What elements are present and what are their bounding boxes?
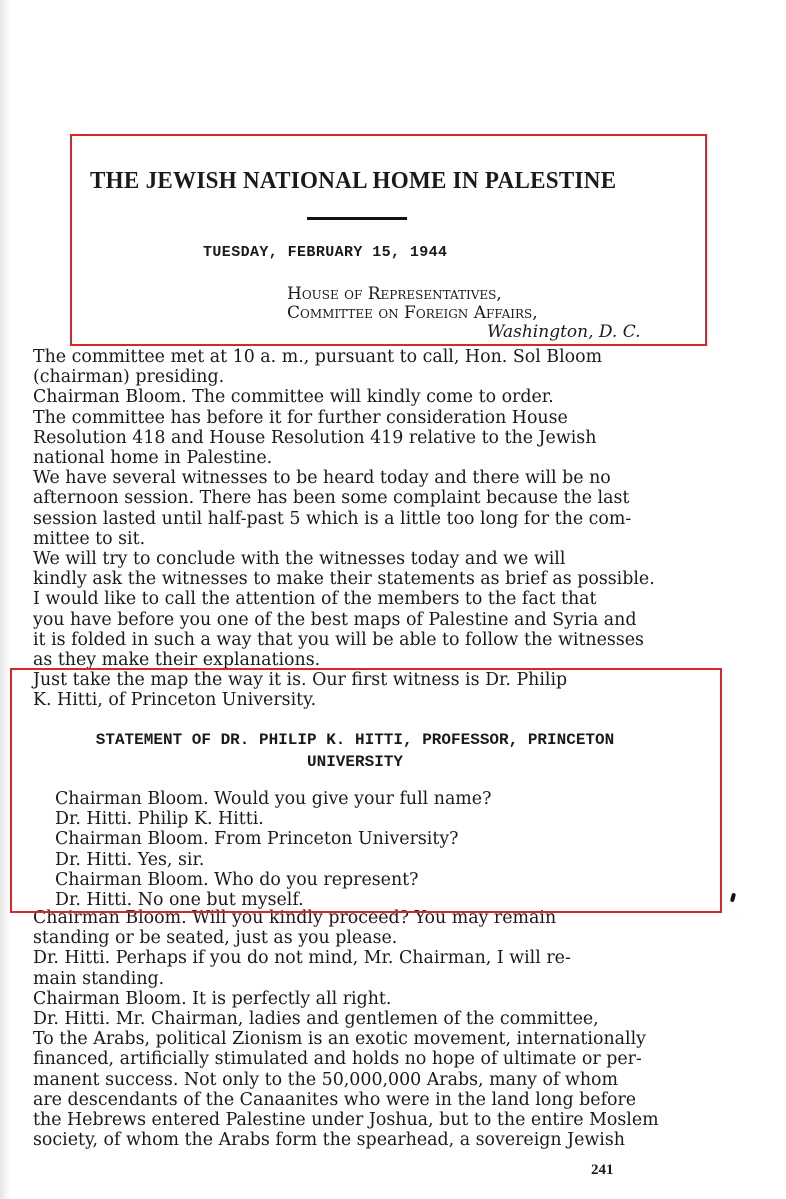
witness-dialogue: Chairman Bloom. Would you give your full name? Dr. Hitti. Philip K. Hitti. Chairman Bloom. From Princeton University? Dr. Hitti. Yes, sir. Chairman Bloom. Who do you represent? Dr. Hitti. No one but myself. (55, 789, 492, 911)
highlight-box-header (70, 134, 707, 346)
testimony-text: Chairman Bloom. Will you kindly proceed? You may remain standing or be seated, just as you please. Dr. Hitti. Perhaps if you do not mind, Mr. Chairman, I will re- main standing. Chairman Bloom. It is perfectly all right. Dr. Hitti. Mr. Chairman, ladies and gentlemen of the committee, To the Arabs, political Zionism is an exotic movement, internationally financed, artificially stimulated and holds no hope of ultimate or per- manent success. Not only to the 50,000,000 Arabs, many of whom are descendants of the Canaanites who were in the land long before the Hebrews entered Palestine under Joshua, but to the entire Moslem society, of whom the Arabs form the spearhead, a sovereign Jewish (33, 908, 659, 1151)
document-title: THE JEWISH NATIONAL HOME IN PALESTINE (90, 168, 617, 194)
ink-speck (730, 893, 736, 903)
opening-proceedings-text: The committee met at 10 a. m., pursuant to call, Hon. Sol Bloom (chairman) presiding. Chairman Bloom. The committee will kindly come to order. The committee has before it for further consideration House Resolution 418 and House Resolution 419 relative to the Jewish national home in Palestine. We have several witnesses to be heard today and there will be no afternoon session. There has been some complaint because the last session lasted until half-past 5 which is a little too long for the com- mittee to sit. We will try to conclude with the witnesses today and we will kindly ask the witnesses to make their statements as brief as possible. I would like to call the attention of the members to the fact that you have before you one of the best maps of Palestine and Syria and it is folded in such a way that you will be able to follow the witnesses as they make their explanations. Just take the map the way it is. Our first witness is Dr. Philip K. Hitti, of Princeton University. (33, 347, 655, 711)
venue-line-house: House of Representatives, (287, 284, 502, 304)
page-number: 241 (591, 1162, 614, 1178)
page-left-edge (0, 0, 10, 1199)
hearing-date: TUESDAY, FEBRUARY 15, 1944 (203, 244, 448, 261)
highlight-box-statement (10, 668, 722, 913)
statement-heading: STATEMENT OF DR. PHILIP K. HITTI, PROFESSOR, PRINCETON UNIVERSITY (95, 731, 615, 771)
venue-line-location: Washington, D. C. (487, 322, 641, 342)
venue-line-committee: Committee on Foreign Affairs, (287, 303, 538, 323)
